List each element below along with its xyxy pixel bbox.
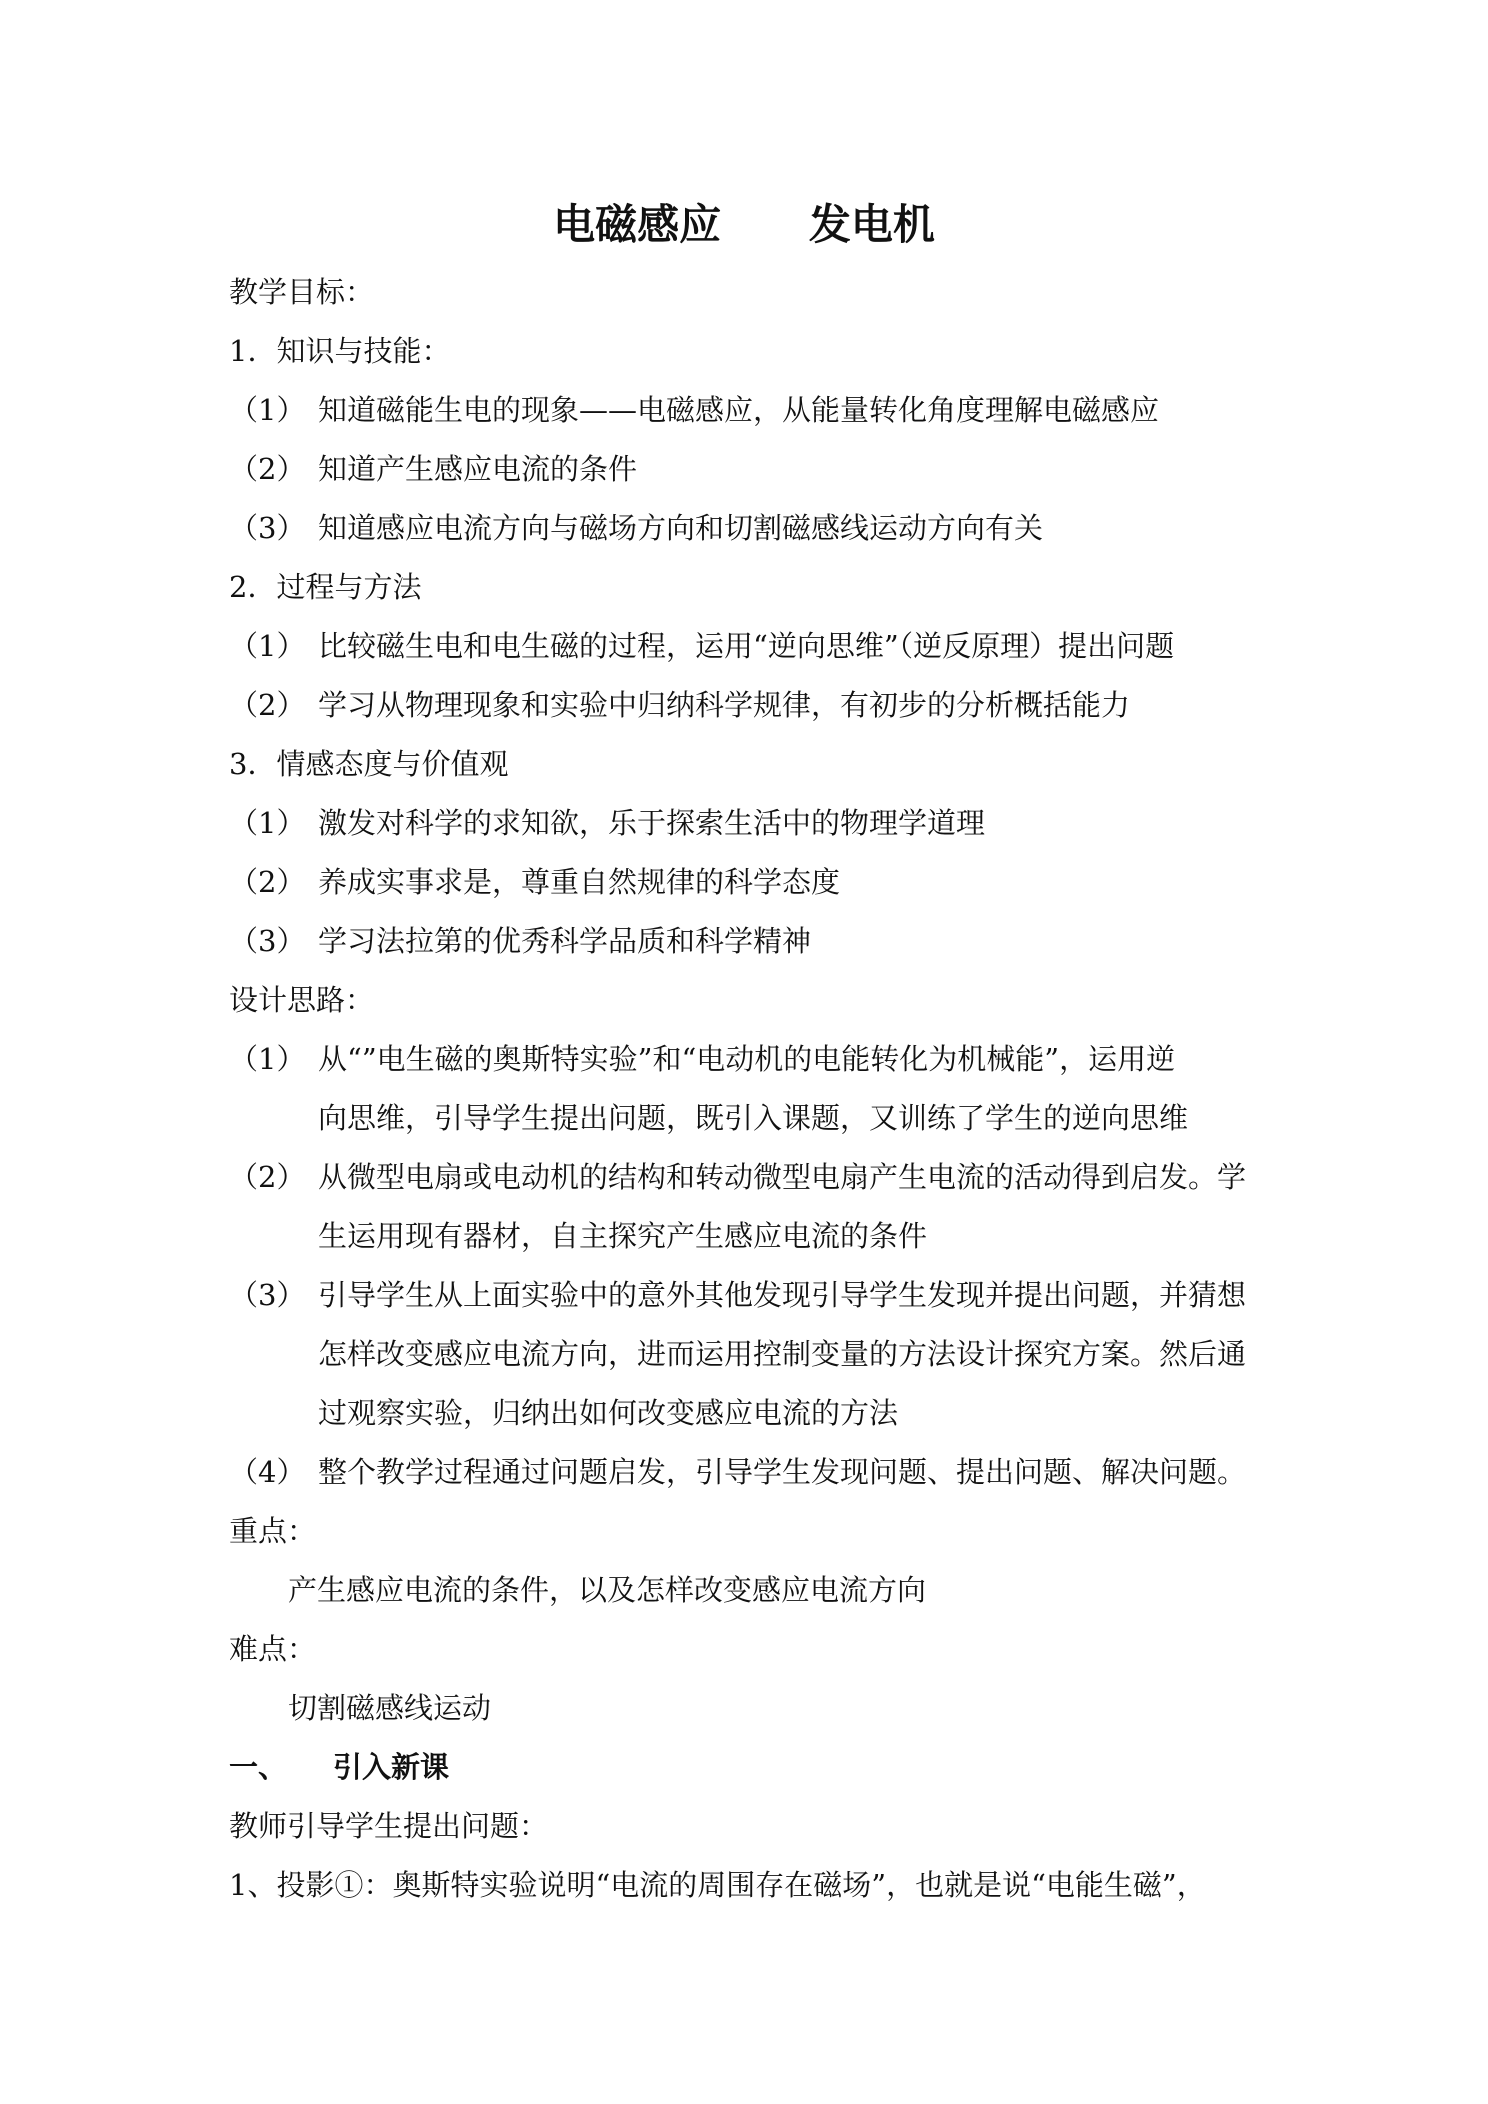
list-item-number: （1） [229, 1042, 306, 1076]
list-item-number: （2） [229, 865, 306, 899]
teacher-guide-text: 教师引导学生提出问题： [229, 1809, 549, 1843]
list-item-text: 知道感应电流方向与磁场方向和切割磁感线运动方向有关 [318, 511, 1044, 545]
list-item-text: 养成实事求是，尊重自然规律的科学态度 [318, 865, 841, 899]
list-item-number: （1） [229, 629, 306, 663]
list-item-text: 生运用现有器材，自主探究产生感应电流的条件 [318, 1219, 928, 1253]
teaching-goals-heading: 教学目标： [229, 275, 375, 309]
list-item-text: 比较磁生电和电生磁的过程，运用“逆向思维”（逆反原理）提出问题 [318, 629, 1175, 663]
list-item-number: （3） [229, 924, 306, 958]
projection-text: 1、投影①：奥斯特实验说明“电流的周围存在磁场”，也就是说“电能生磁”， [229, 1868, 1206, 1902]
list-item-text: 整个教学过程通过问题启发，引导学生发现问题、提出问题、解决问题。 [318, 1455, 1247, 1489]
list-item-number: （3） [229, 1278, 306, 1312]
key-point-text: 产生感应电流的条件，以及怎样改变感应电流方向 [288, 1573, 927, 1607]
emotion-heading: 3．情感态度与价值观 [229, 747, 509, 781]
list-item-text: 知道产生感应电流的条件 [318, 452, 638, 486]
list-item-number: （2） [229, 688, 306, 722]
list-item-text: 学习法拉第的优秀科学品质和科学精神 [318, 924, 812, 958]
list-item-text: 激发对科学的求知欲，乐于探索生活中的物理学道理 [318, 806, 986, 840]
list-item-text: 知道磁能生电的现象——电磁感应，从能量转化角度理解电磁感应 [318, 393, 1160, 427]
list-item-number: （1） [229, 806, 306, 840]
list-item-number: （3） [229, 511, 306, 545]
process-heading: 2．过程与方法 [229, 570, 422, 604]
key-point-heading: 重点： [229, 1514, 317, 1548]
list-item-text: 从“”电生磁的奥斯特实验”和“电动机的电能转化为机械能”，运用逆 [318, 1042, 1176, 1076]
list-item-text: 引导学生从上面实验中的意外其他发现引导学生发现并提出问题，并猜想 [318, 1278, 1247, 1312]
section-title: 引入新课 [333, 1750, 450, 1784]
list-item-text: 从微型电扇或电动机的结构和转动微型电扇产生电流的活动得到启发。学 [318, 1160, 1247, 1194]
design-heading: 设计思路： [229, 983, 375, 1017]
difficulty-text: 切割磁感线运动 [288, 1691, 492, 1725]
difficulty-heading: 难点： [229, 1632, 317, 1666]
knowledge-heading: 1．知识与技能： [229, 334, 451, 368]
list-item-text: 向思维，引导学生提出问题，既引入课题，又训练了学生的逆向思维 [318, 1101, 1189, 1135]
list-item-text: 怎样改变感应电流方向，进而运用控制变量的方法设计探究方案。然后通 [318, 1337, 1247, 1371]
list-item-number: （2） [229, 1160, 306, 1194]
list-item-number: （2） [229, 452, 306, 486]
list-item-number: （4） [229, 1455, 306, 1489]
list-item-text: 过观察实验，归纳出如何改变感应电流的方法 [318, 1396, 899, 1430]
section-number: 一、 [229, 1750, 288, 1784]
list-item-number: （1） [229, 393, 306, 427]
document-title: 电磁感应 发电机 [553, 200, 935, 249]
list-item-text: 学习从物理现象和实验中归纳科学规律，有初步的分析概括能力 [318, 688, 1131, 722]
